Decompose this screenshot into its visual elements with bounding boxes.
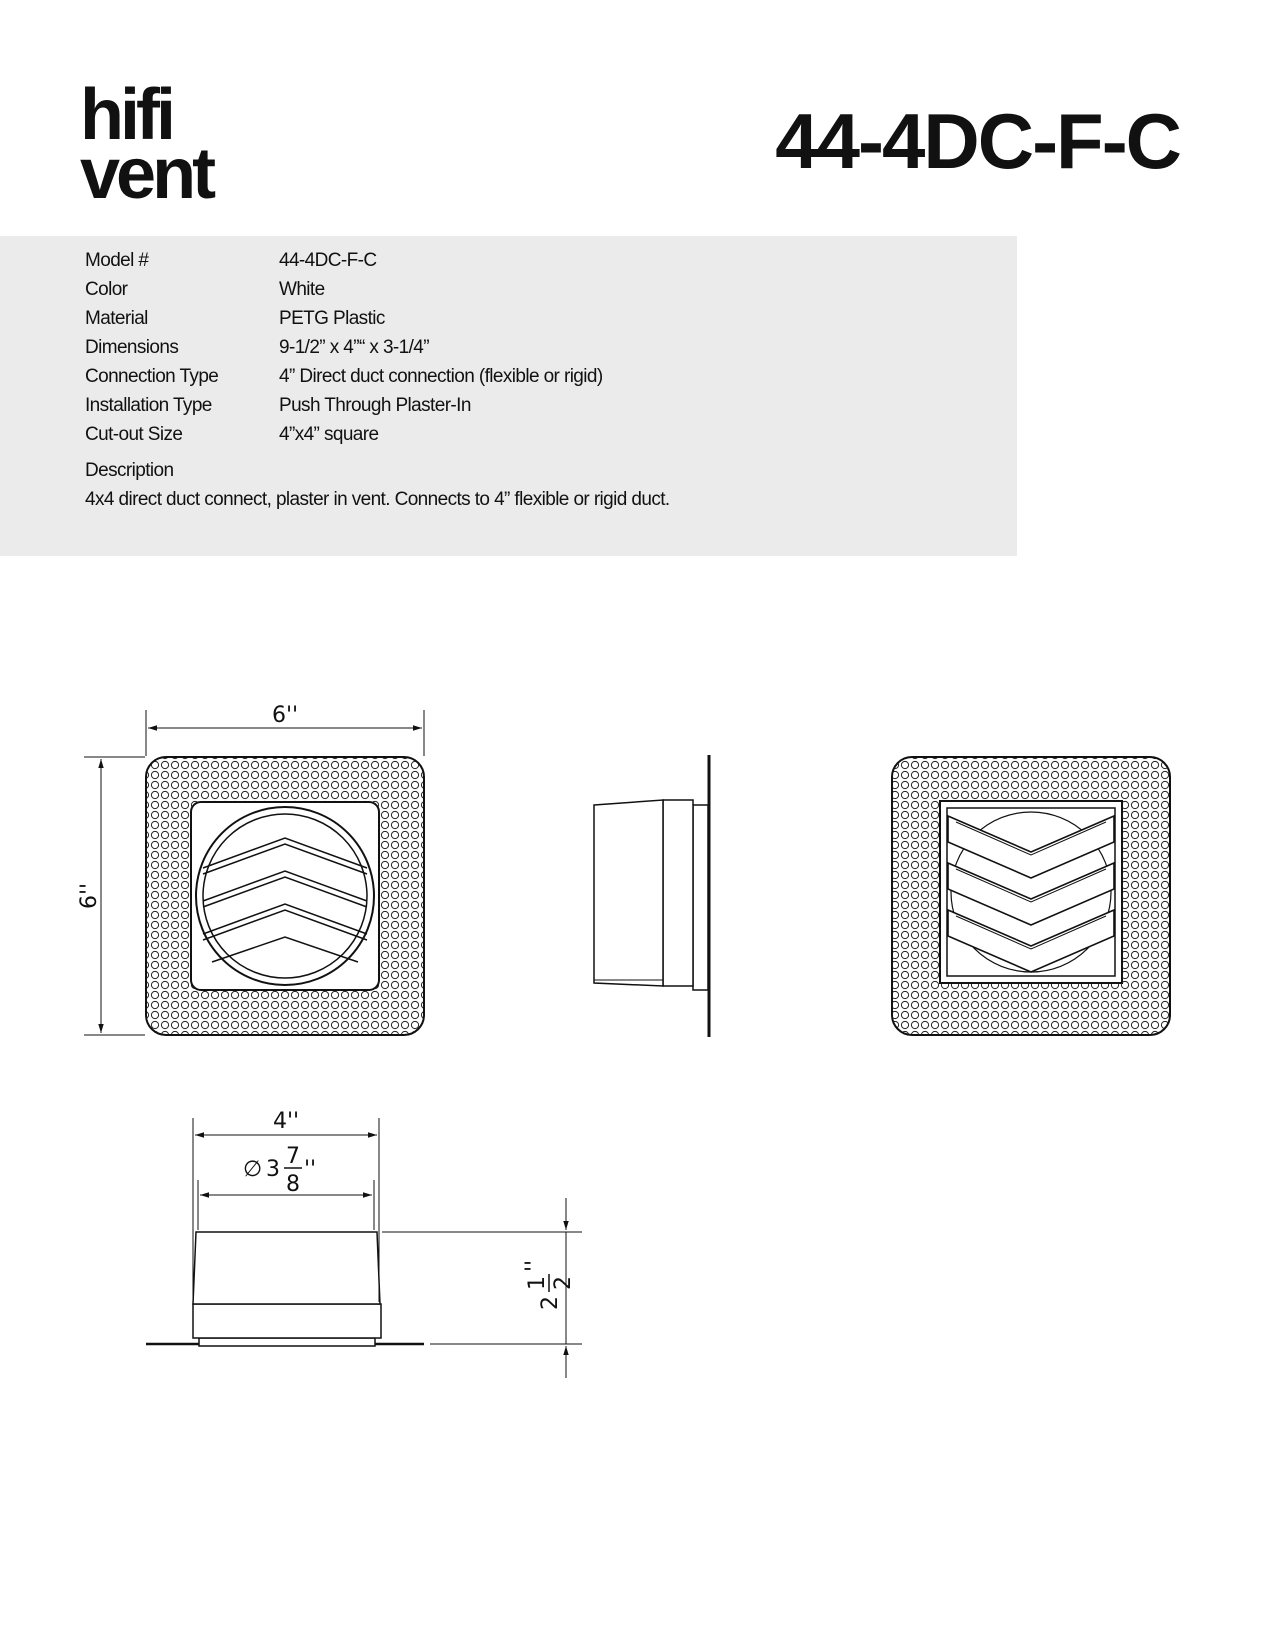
brand-logo-line1: hifi — [80, 75, 172, 155]
depth-whole: 2 — [538, 1296, 563, 1310]
diameter-denominator: 8 — [286, 1172, 300, 1197]
description-text: 4x4 direct duct connect, plaster in vent. Connects to 4” flexible or rigid duct. — [85, 489, 670, 510]
spec-label: Color — [85, 278, 128, 300]
grille-view — [892, 757, 1170, 1035]
diameter-unit: '' — [304, 1157, 317, 1182]
front-height-dimension: 6'' — [77, 882, 102, 910]
side-width-dimension: 4'' — [272, 1109, 300, 1134]
spec-label: Dimensions — [85, 336, 179, 358]
front-view — [77, 703, 424, 1035]
diameter-symbol: ∅ — [243, 1157, 263, 1182]
description-title: Description — [85, 460, 174, 481]
page-title: 44-4DC-F-C — [775, 97, 1180, 185]
spec-value: 9-1/2” x 4”“ x 3-1/4” — [279, 336, 430, 358]
spec-value: White — [279, 278, 325, 300]
spec-value: 44-4DC-F-C — [279, 249, 377, 271]
brand-logo-line2: vent — [80, 134, 213, 215]
spec-value: Push Through Plaster-In — [279, 394, 471, 416]
spec-label: Model # — [85, 249, 149, 271]
spec-value: PETG Plastic — [279, 307, 385, 329]
diameter-numerator: 7 — [286, 1144, 300, 1169]
spec-label: Material — [85, 307, 148, 329]
diameter-whole: 3 — [266, 1157, 280, 1182]
front-width-dimension: 6'' — [271, 703, 299, 728]
depth-unit: '' — [522, 1259, 547, 1272]
spec-value: 4”x4” square — [279, 423, 379, 445]
spec-label: Installation Type — [85, 394, 212, 416]
spec-label: Cut-out Size — [85, 423, 183, 445]
spec-value: 4” Direct duct connection (flexible or rigid) — [279, 365, 603, 387]
spec-label: Connection Type — [85, 365, 219, 387]
side-view — [594, 755, 709, 1037]
depth-denominator: 2 — [551, 1276, 576, 1290]
depth-numerator: 1 — [525, 1276, 550, 1290]
profile-view — [146, 1109, 582, 1378]
